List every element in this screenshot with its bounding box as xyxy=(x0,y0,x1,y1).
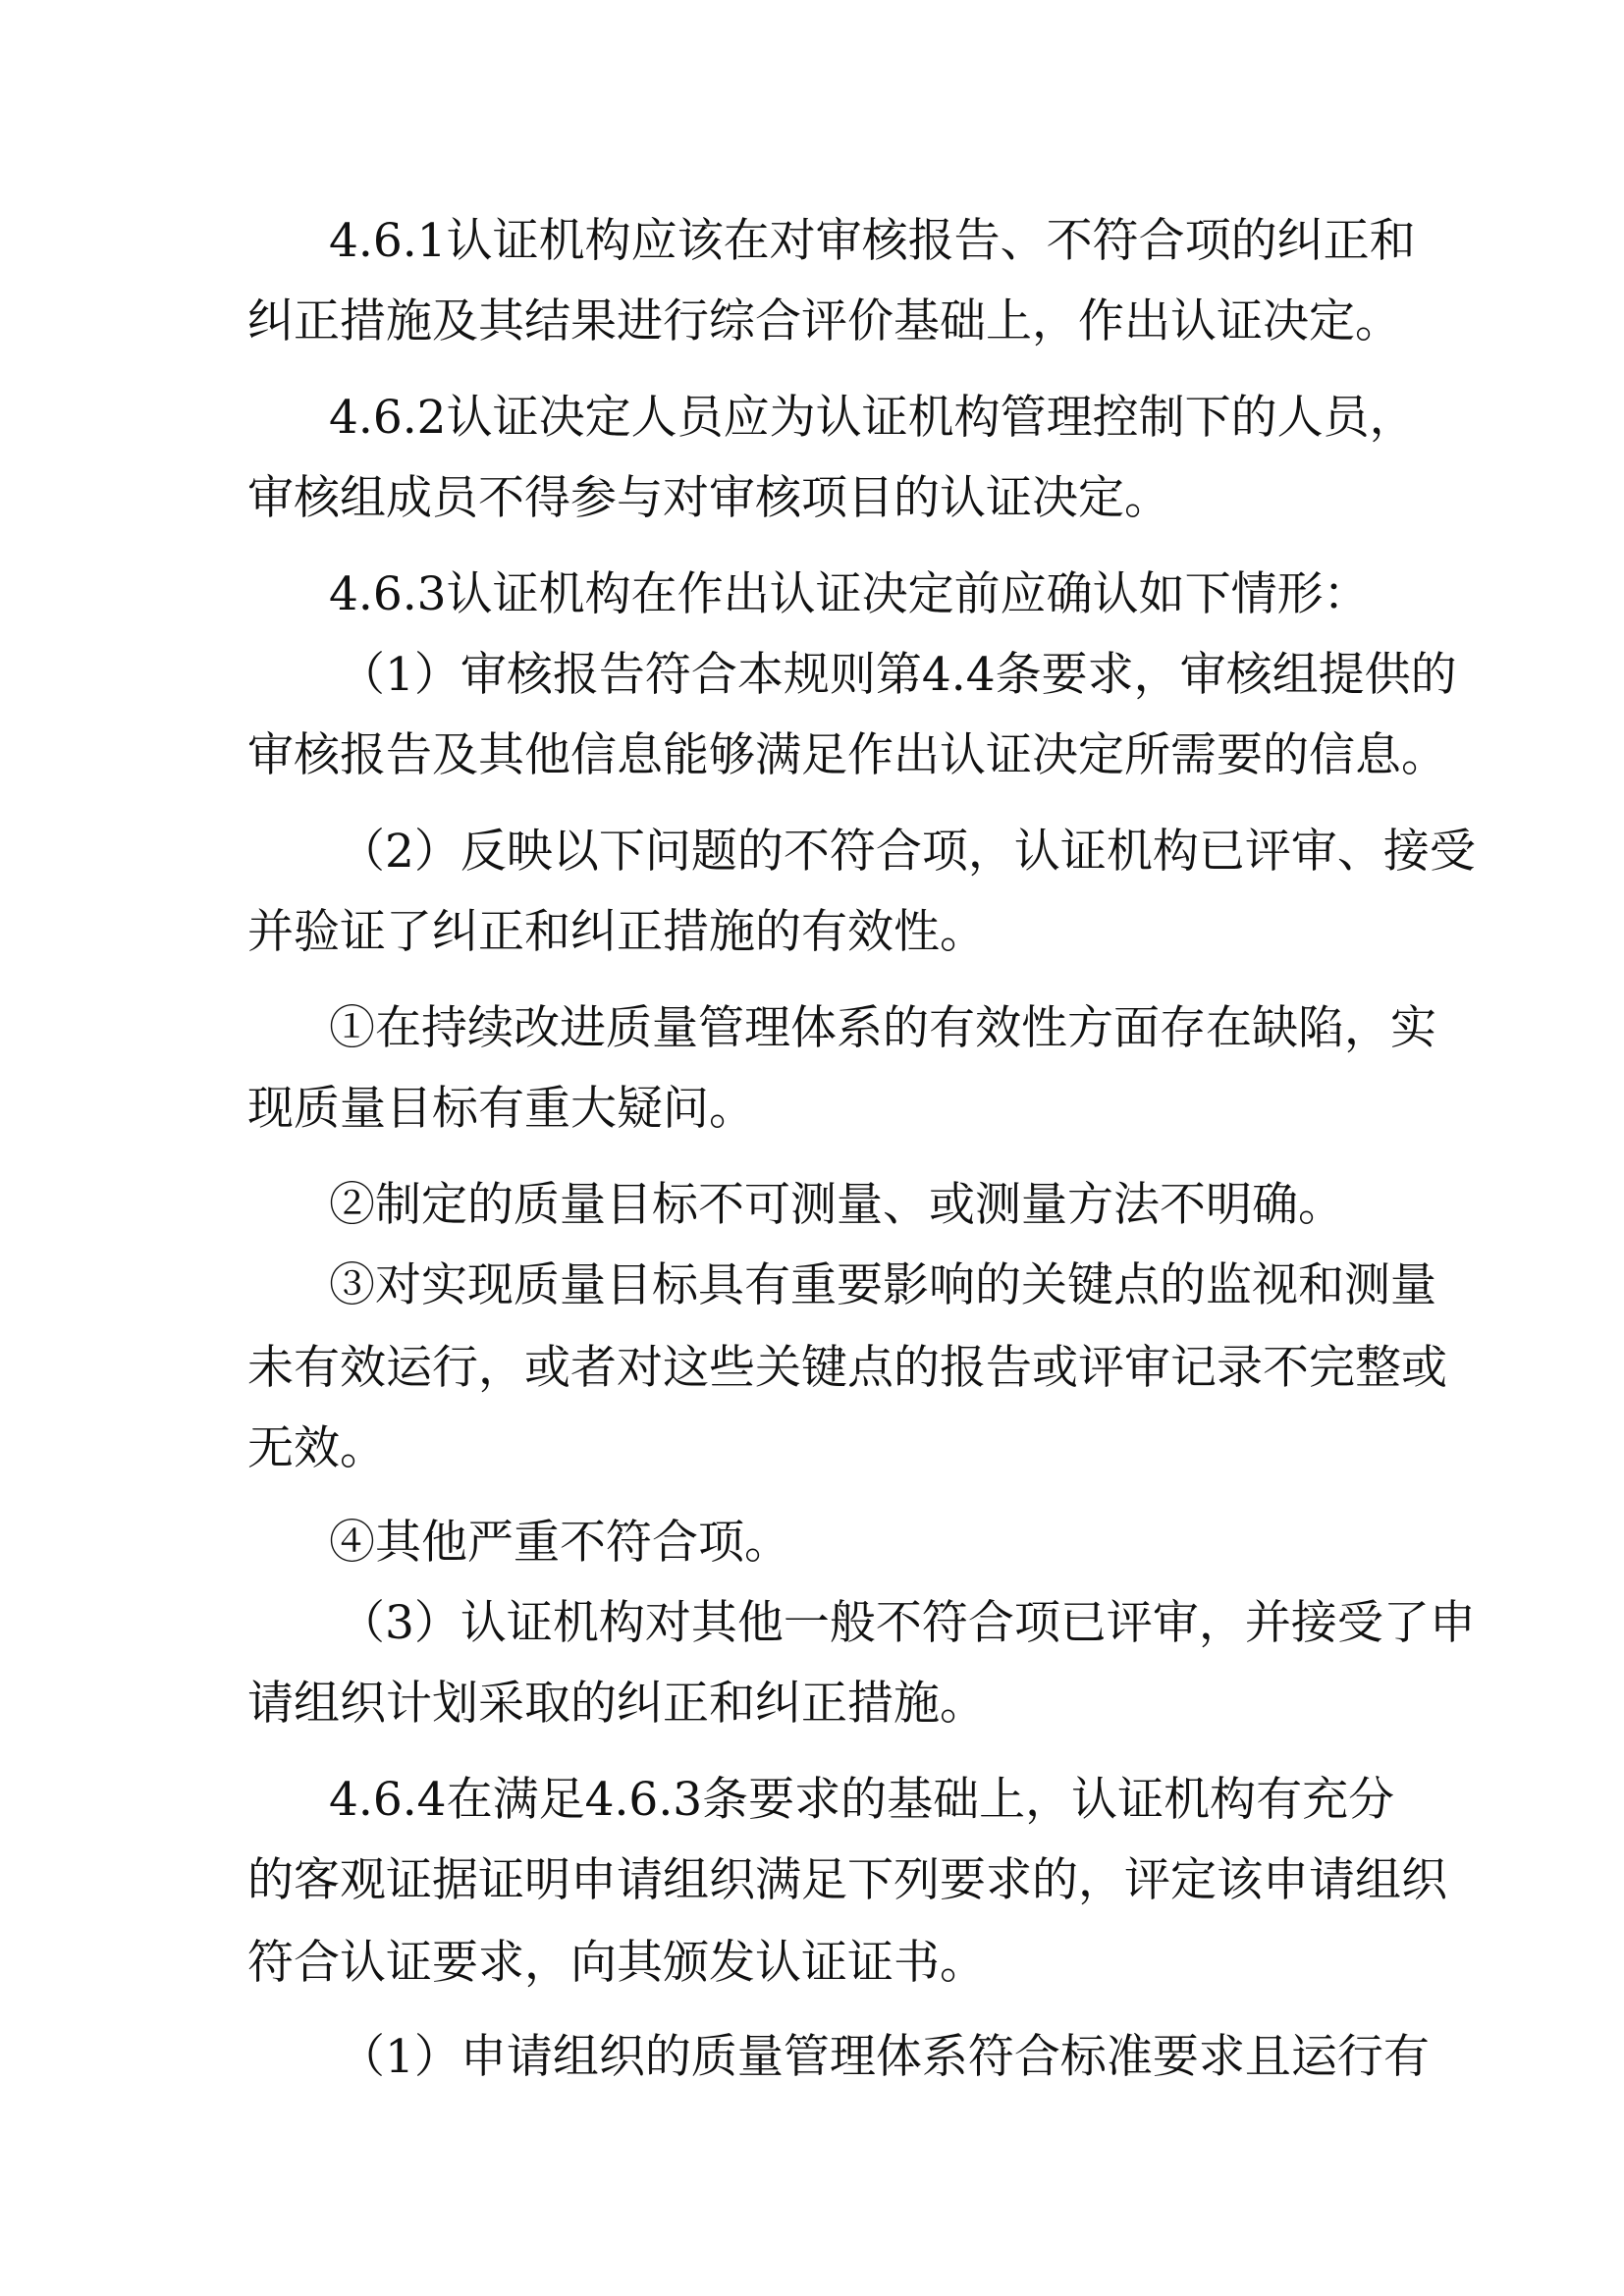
text-line: 无效。 xyxy=(247,1421,386,1475)
text-line: ②制定的质量目标不可测量、或测量方法不明确。 xyxy=(329,1178,1344,1232)
text-line: 审核组成员不得参与对审核项目的认证决定。 xyxy=(247,471,1170,525)
text-line: 请组织计划采取的纠正和纠正措施。 xyxy=(247,1677,986,1731)
text-line: 审核报告及其他信息能够满足作出认证决定所需要的信息。 xyxy=(247,728,1447,782)
text-line: 并验证了纠正和纠正措施的有效性。 xyxy=(247,905,986,959)
text-line: 符合认证要求，向其颁发认证证书。 xyxy=(247,1936,986,1990)
text-line: ④其他严重不符合项。 xyxy=(329,1516,790,1570)
text-line: 4.6.2认证决定人员应为认证机构管理控制下的人员， xyxy=(329,391,1416,445)
text-line: 4.6.4在满足4.6.3条要求的基础上，认证机构有充分 xyxy=(329,1773,1395,1827)
text-line: （3）认证机构对其他一般不符合项已评审，并接受了申 xyxy=(339,1596,1476,1650)
text-line: 现质量目标有重大疑问。 xyxy=(247,1082,755,1136)
text-line: 4.6.1认证机构应该在对审核报告、不符合项的纠正和 xyxy=(329,214,1416,268)
text-line: ①在持续改进质量管理体系的有效性方面存在缺陷，实 xyxy=(329,1001,1436,1055)
text-line: 纠正措施及其结果进行综合评价基础上，作出认证决定。 xyxy=(247,294,1401,348)
text-line: ③对实现质量目标具有重要影响的关键点的监视和测量 xyxy=(329,1258,1436,1312)
text-line: 未有效运行，或者对这些关键点的报告或评审记录不完整或 xyxy=(247,1341,1447,1395)
text-line: 的客观证据证明申请组织满足下列要求的，评定该申请组织 xyxy=(247,1853,1447,1907)
text-line: 4.6.3认证机构在作出认证决定前应确认如下情形： xyxy=(329,567,1370,621)
text-line: （2）反映以下问题的不符合项，认证机构已评审、接受 xyxy=(339,825,1476,879)
text-line: （1）审核报告符合本规则第4.4条要求，审核组提供的 xyxy=(339,648,1457,702)
text-line: （1）申请组织的质量管理体系符合标准要求且运行有 xyxy=(339,2030,1430,2084)
